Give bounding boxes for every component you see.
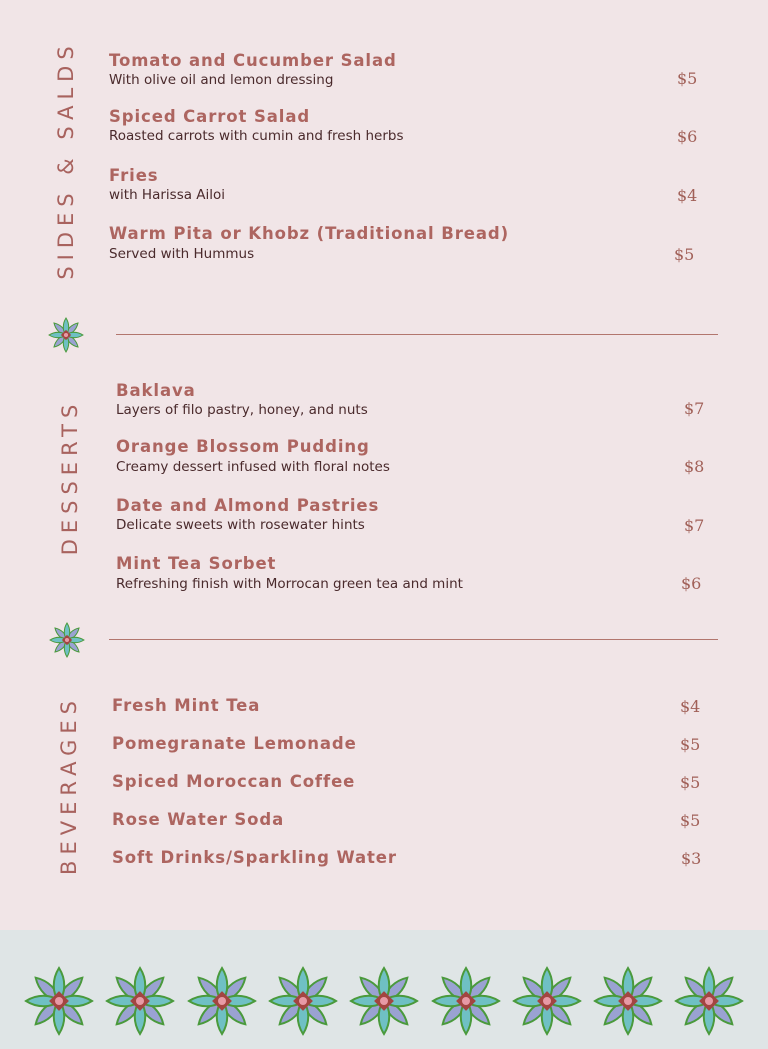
menu-item-description: Layers of filo pastry, honey, and nuts (116, 402, 368, 418)
section-divider (116, 334, 718, 335)
menu-item-price: $6 (681, 574, 702, 593)
flower-tile-icon (674, 966, 744, 1036)
flower-tile-icon (105, 966, 175, 1036)
menu-item-name: Baklava (116, 381, 196, 400)
menu-item-name: Spiced Moroccan Coffee (112, 772, 356, 791)
flower-tile-icon (24, 966, 94, 1036)
menu-item-name: Soft Drinks/Sparkling Water (112, 848, 397, 867)
menu-item-description: Served with Hummus (109, 246, 255, 262)
menu-item-price: $5 (677, 69, 698, 88)
menu-item-name: Fresh Mint Tea (112, 696, 261, 715)
menu-item-price: $5 (674, 245, 695, 264)
menu-item-name: Pomegranate Lemonade (112, 734, 357, 753)
section-title-beverages: BEVERAGES (57, 695, 81, 875)
menu-item-price: $3 (681, 849, 702, 868)
flower-tile-icon (349, 966, 419, 1036)
menu-item-description: Delicate sweets with rosewater hints (116, 517, 365, 533)
menu-item-name: Rose Water Soda (112, 810, 285, 829)
section-divider (109, 639, 718, 640)
menu-item-price: $5 (680, 811, 701, 830)
menu-item-name: Date and Almond Pastries (116, 496, 380, 515)
section-title-sides: SIDES & SALDS (54, 40, 78, 280)
menu-item-price: $4 (680, 697, 701, 716)
menu-item-name: Orange Blossom Pudding (116, 437, 370, 456)
flower-tile-icon (431, 966, 501, 1036)
menu-item-description: Refreshing finish with Morrocan green tea and mint (116, 576, 463, 592)
menu-item-description: Roasted carrots with cumin and fresh herbs (109, 128, 404, 144)
menu-item-price: $6 (677, 127, 698, 146)
flower-tile-icon (593, 966, 663, 1036)
flower-ornament-icon (48, 317, 84, 353)
menu-item-name: Warm Pita or Khobz (Traditional Bread) (109, 224, 510, 243)
menu-item-description: With olive oil and lemon dressing (109, 72, 334, 88)
menu-item-name: Fries (109, 166, 159, 185)
menu-item-description: with Harissa Ailoi (109, 187, 226, 203)
flower-tile-icon (268, 966, 338, 1036)
menu-item-price: $5 (680, 735, 701, 754)
menu-item-name: Mint Tea Sorbet (116, 554, 277, 573)
menu-item-name: Spiced Carrot Salad (109, 107, 311, 126)
menu-item-price: $7 (684, 399, 705, 418)
menu-item-price: $8 (684, 457, 705, 476)
menu-item-price: $7 (684, 516, 705, 535)
flower-ornament-icon (49, 622, 85, 658)
flower-tile-icon (187, 966, 257, 1036)
menu-item-description: Creamy dessert infused with floral notes (116, 459, 390, 475)
menu-item-name: Tomato and Cucumber Salad (109, 51, 397, 70)
menu-item-price: $4 (677, 186, 698, 205)
section-title-desserts: DESSERTS (58, 398, 82, 556)
menu-item-price: $5 (680, 773, 701, 792)
flower-tile-icon (512, 966, 582, 1036)
